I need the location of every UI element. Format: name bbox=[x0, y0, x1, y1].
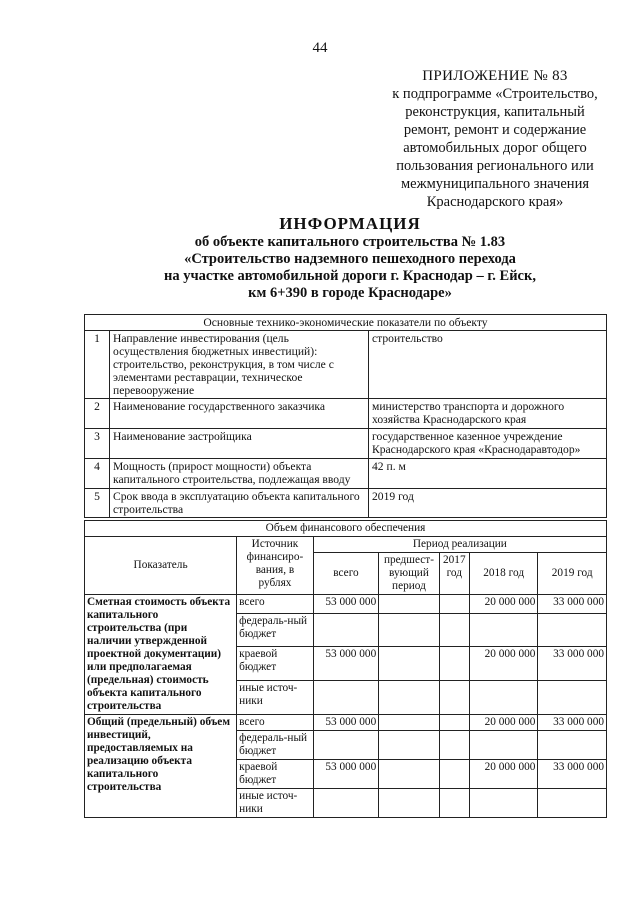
y2018-cell bbox=[469, 731, 538, 760]
source-cell: иные источ-ники bbox=[237, 789, 314, 818]
heading-line: об объекте капитального строительства № 1.83 bbox=[194, 234, 506, 250]
appendix-line: Краснодарского края» bbox=[426, 194, 564, 210]
col-2017: 2017 год bbox=[439, 553, 469, 595]
total-cell: 53 000 000 bbox=[313, 715, 379, 731]
table-row bbox=[85, 715, 607, 731]
indicator-cell: Сметная стоимость объекта капитального строительства (при наличии утвержденной проектной документации) или предполагаемая (предельная) стоимость объекта капитального строительства bbox=[85, 595, 237, 715]
y2017-cell bbox=[439, 715, 469, 731]
y2017-cell bbox=[439, 681, 469, 715]
total-cell bbox=[313, 731, 379, 760]
source-cell: федераль-ный бюджет bbox=[237, 731, 314, 760]
total-cell bbox=[313, 789, 379, 818]
table-header-row bbox=[85, 315, 607, 331]
source-cell: иные источ-ники bbox=[237, 681, 314, 715]
tech-indicators-table bbox=[84, 314, 607, 518]
table-row bbox=[85, 399, 607, 429]
document-title: ИНФОРМАЦИЯ bbox=[279, 214, 421, 233]
col-indicator: Показатель bbox=[85, 537, 237, 595]
y2019-cell bbox=[538, 681, 607, 715]
row-label: Наименование застройщика bbox=[110, 429, 369, 459]
row-value: строительство bbox=[369, 331, 607, 399]
row-label: Направление инвестирования (цель осуществления бюджетных инвестиций): строительство, реконструкция, в том числе с элементами реставрации, техническое перевооружение bbox=[110, 331, 369, 399]
y2017-cell bbox=[439, 760, 469, 789]
previous-cell bbox=[379, 647, 439, 681]
heading-line: на участке автомобильной дороги г. Краснодар – г. Ейск, bbox=[164, 268, 536, 284]
table-header-row bbox=[85, 537, 607, 553]
table-header: Основные технико-экономические показатели по объекту bbox=[85, 315, 607, 331]
y2018-cell: 20 000 000 bbox=[469, 715, 538, 731]
row-number: 4 bbox=[85, 459, 110, 489]
source-cell: краевой бюджет bbox=[237, 647, 314, 681]
appendix-line: ремонт, ремонт и содержание bbox=[403, 122, 587, 138]
y2019-cell: 33 000 000 bbox=[538, 595, 607, 614]
total-cell: 53 000 000 bbox=[313, 595, 379, 614]
table-row bbox=[85, 459, 607, 489]
y2019-cell: 33 000 000 bbox=[538, 715, 607, 731]
financing-header: Объем финансового обеспечения bbox=[85, 521, 607, 537]
table-header-row bbox=[85, 521, 607, 537]
y2017-cell bbox=[439, 613, 469, 647]
y2017-cell bbox=[439, 595, 469, 614]
previous-cell bbox=[379, 715, 439, 731]
y2019-cell bbox=[538, 613, 607, 647]
total-cell: 53 000 000 bbox=[313, 760, 379, 789]
previous-cell bbox=[379, 760, 439, 789]
source-cell: всего bbox=[237, 595, 314, 614]
col-2019: 2019 год bbox=[538, 553, 607, 595]
heading-line: км 6+390 в городе Краснодаре» bbox=[248, 285, 452, 301]
row-value: 2019 год bbox=[369, 489, 607, 518]
previous-cell bbox=[379, 613, 439, 647]
row-label: Наименование государственного заказчика bbox=[110, 399, 369, 429]
appendix-line: межмуниципального значения bbox=[401, 176, 589, 192]
source-cell: всего bbox=[237, 715, 314, 731]
row-value: 42 п. м bbox=[369, 459, 607, 489]
y2018-cell: 20 000 000 bbox=[469, 647, 538, 681]
table-row bbox=[85, 595, 607, 614]
total-cell bbox=[313, 681, 379, 715]
col-previous: предшест-вующий период bbox=[379, 553, 439, 595]
y2018-cell bbox=[469, 613, 538, 647]
appendix-block bbox=[370, 67, 620, 211]
heading-line: «Строительство надземного пешеходного перехода bbox=[184, 251, 516, 267]
y2018-cell bbox=[469, 681, 538, 715]
row-number: 5 bbox=[85, 489, 110, 518]
row-label: Мощность (прирост мощности) объекта капитального строительства, подлежащая вводу bbox=[110, 459, 369, 489]
row-number: 1 bbox=[85, 331, 110, 399]
source-cell: краевой бюджет bbox=[237, 760, 314, 789]
row-number: 3 bbox=[85, 429, 110, 459]
y2019-cell bbox=[538, 731, 607, 760]
indicator-cell: Общий (предельный) объем инвестиций, предоставляемых на реализацию объекта капитального строительства bbox=[85, 715, 237, 818]
y2017-cell bbox=[439, 731, 469, 760]
previous-cell bbox=[379, 731, 439, 760]
y2019-cell bbox=[538, 789, 607, 818]
appendix-line: пользования регионального или bbox=[396, 158, 594, 174]
source-cell: федераль-ный бюджет bbox=[237, 613, 314, 647]
table-row bbox=[85, 331, 607, 399]
previous-cell bbox=[379, 595, 439, 614]
appendix-line: реконструкция, капитальный bbox=[405, 104, 585, 120]
col-2018: 2018 год bbox=[469, 553, 538, 595]
col-period: Период реализации bbox=[313, 537, 606, 553]
document-heading bbox=[60, 214, 640, 302]
y2017-cell bbox=[439, 789, 469, 818]
page-number: 44 bbox=[312, 40, 328, 56]
table-row bbox=[85, 489, 607, 518]
y2019-cell: 33 000 000 bbox=[538, 760, 607, 789]
appendix-line: автомобильных дорог общего bbox=[403, 140, 587, 156]
total-cell: 53 000 000 bbox=[313, 647, 379, 681]
col-total: всего bbox=[313, 553, 379, 595]
y2018-cell: 20 000 000 bbox=[469, 595, 538, 614]
y2018-cell: 20 000 000 bbox=[469, 760, 538, 789]
appendix-title: ПРИЛОЖЕНИЕ № 83 bbox=[422, 68, 568, 84]
row-label: Срок ввода в эксплуатацию объекта капитального строительства bbox=[110, 489, 369, 518]
row-value: министерство транспорта и дорожного хозяйства Краснодарского края bbox=[369, 399, 607, 429]
previous-cell bbox=[379, 789, 439, 818]
row-value: государственное казенное учреждение Краснодарского края «Краснодаравтодор» bbox=[369, 429, 607, 459]
row-number: 2 bbox=[85, 399, 110, 429]
y2019-cell: 33 000 000 bbox=[538, 647, 607, 681]
table-row bbox=[85, 429, 607, 459]
y2017-cell bbox=[439, 647, 469, 681]
financing-table bbox=[84, 520, 607, 818]
y2018-cell bbox=[469, 789, 538, 818]
previous-cell bbox=[379, 681, 439, 715]
total-cell bbox=[313, 613, 379, 647]
col-source: Источник финансиро-вания, в рублях bbox=[237, 537, 314, 595]
appendix-line: к подпрограмме «Строительство, bbox=[392, 86, 598, 102]
